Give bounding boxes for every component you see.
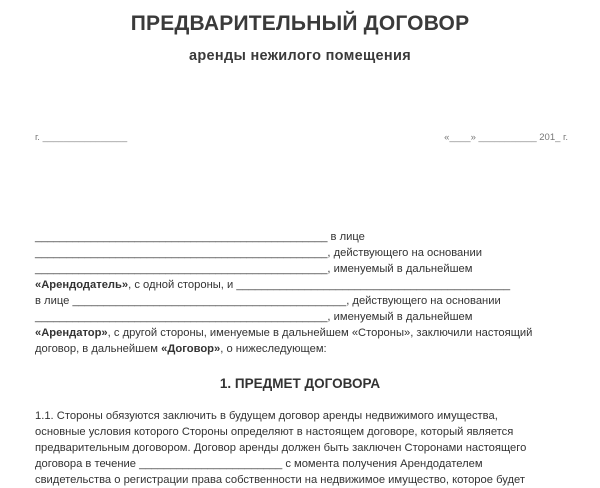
section-paragraph-line-4: договора в течение _______________________ с момента получения Арендодателем bbox=[35, 458, 483, 470]
parties-line-8 bbox=[35, 341, 327, 357]
section-paragraph-line-2: основные условия которого Стороны определяют в настоящем договоре, который является bbox=[35, 426, 514, 438]
parties-line-2: _______________________________________________, действующего на основании bbox=[35, 247, 482, 259]
parties-line-1: _______________________________________________ в лице bbox=[35, 231, 365, 243]
section-paragraph-line-1: 1.1. Стороны обязуются заключить в будущем договор аренды недвижимого имущества, bbox=[35, 410, 498, 422]
parties-line-8-end: , о нижеследующем: bbox=[220, 343, 327, 355]
document-title: ПРЕДВАРИТЕЛЬНЫЙ ДОГОВОР bbox=[130, 12, 470, 35]
section-heading: 1. ПРЕДМЕТ ДОГОВОРА bbox=[219, 376, 381, 391]
parties-line-5: в лице ____________________________________________, действующего на основании bbox=[35, 295, 501, 307]
parties-line-6: _______________________________________________, именуемый в дальнейшем bbox=[35, 311, 473, 323]
parties-line-7-text: , с другой стороны, именуемые в дальнейшем «Стороны», заключили настоящий bbox=[107, 327, 533, 339]
lessor-term: «Арендодатель» bbox=[35, 279, 129, 291]
contract-term: «Договор» bbox=[161, 343, 221, 355]
section-paragraph-line-5: свидетельства о регистрации права собственности на недвижимое имущество, которое будет bbox=[35, 474, 525, 486]
parties-line-4 bbox=[35, 277, 510, 293]
parties-line-8-start: договор, в дальнейшем bbox=[35, 343, 162, 355]
city-field: г. ________________ bbox=[35, 132, 128, 143]
lessee-term: «Арендатор» bbox=[35, 327, 108, 339]
document-subtitle: аренды нежилого помещения bbox=[189, 48, 411, 64]
section-paragraph-line-3: предварительным договором. Договор аренды должен быть заключен Сторонами настоящего bbox=[35, 442, 527, 454]
parties-line-7 bbox=[35, 325, 532, 341]
date-field: «____» ___________ 201_ г. bbox=[444, 132, 568, 143]
parties-line-3: _______________________________________________, именуемый в дальнейшем bbox=[35, 263, 473, 275]
parties-line-4-text: , с одной стороны, и ____________________________________________ bbox=[128, 279, 511, 291]
